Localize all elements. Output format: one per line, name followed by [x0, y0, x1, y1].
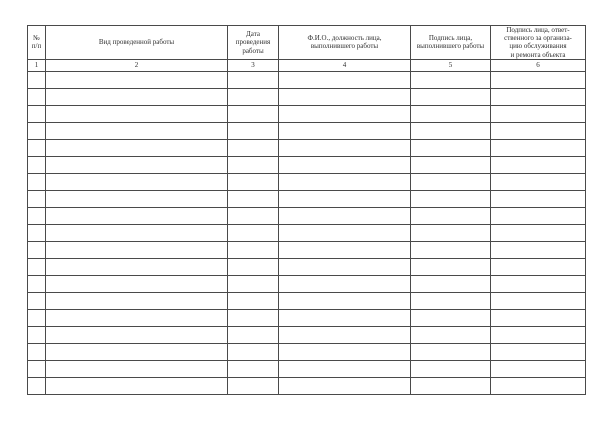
empty-row: [28, 105, 586, 122]
header-line: Подпись лица, ответ-: [506, 26, 570, 34]
header-responsible-signature: [491, 26, 586, 60]
header-work-type: [46, 26, 228, 60]
empty-cell: [411, 224, 491, 241]
empty-cell: [228, 88, 279, 105]
empty-cell: [28, 173, 46, 190]
header-line: №: [33, 34, 40, 43]
empty-cell: [28, 207, 46, 224]
empty-cell: [491, 122, 586, 139]
empty-cell: [228, 326, 279, 343]
empty-row: [28, 122, 586, 139]
empty-cell: [411, 156, 491, 173]
empty-cell: [46, 190, 228, 207]
empty-cell: [411, 207, 491, 224]
empty-cell: [228, 173, 279, 190]
empty-cell: [411, 343, 491, 360]
empty-cell: [228, 190, 279, 207]
column-number: 3: [228, 59, 279, 71]
empty-cell: [228, 224, 279, 241]
empty-row: [28, 156, 586, 173]
header-row: [28, 26, 586, 60]
empty-cell: [279, 139, 411, 156]
header-line: Подпись лица,: [428, 34, 473, 43]
empty-cell: [279, 360, 411, 377]
table-body: [28, 71, 586, 394]
empty-cell: [46, 139, 228, 156]
empty-cell: [411, 326, 491, 343]
empty-cell: [411, 122, 491, 139]
empty-cell: [491, 377, 586, 394]
header-line: Ф.И.О., должность лица,: [307, 34, 382, 43]
empty-cell: [228, 122, 279, 139]
empty-cell: [491, 88, 586, 105]
empty-cell: [491, 173, 586, 190]
empty-row: [28, 326, 586, 343]
empty-cell: [28, 224, 46, 241]
empty-cell: [28, 139, 46, 156]
empty-cell: [279, 258, 411, 275]
empty-cell: [411, 360, 491, 377]
empty-cell: [228, 377, 279, 394]
header-line: работы: [242, 46, 264, 55]
empty-cell: [279, 190, 411, 207]
empty-row: [28, 224, 586, 241]
empty-cell: [46, 156, 228, 173]
empty-cell: [46, 122, 228, 139]
empty-cell: [28, 190, 46, 207]
empty-row: [28, 309, 586, 326]
empty-cell: [411, 71, 491, 88]
empty-cell: [279, 241, 411, 258]
empty-cell: [28, 343, 46, 360]
empty-row: [28, 190, 586, 207]
empty-row: [28, 360, 586, 377]
empty-cell: [279, 326, 411, 343]
column-number: 5: [411, 59, 491, 71]
header-person-signature: [411, 26, 491, 60]
empty-cell: [411, 173, 491, 190]
empty-cell: [46, 241, 228, 258]
empty-cell: [228, 258, 279, 275]
empty-cell: [279, 105, 411, 122]
empty-cell: [279, 377, 411, 394]
empty-cell: [279, 309, 411, 326]
empty-cell: [46, 292, 228, 309]
empty-cell: [28, 88, 46, 105]
empty-cell: [46, 71, 228, 88]
empty-cell: [28, 122, 46, 139]
empty-row: [28, 275, 586, 292]
header-line: выполнившего работы: [416, 42, 485, 51]
empty-cell: [279, 122, 411, 139]
header-line: и ремонта объекта: [510, 50, 566, 59]
header-row-number: [28, 26, 46, 60]
empty-cell: [46, 360, 228, 377]
empty-cell: [228, 207, 279, 224]
empty-cell: [491, 309, 586, 326]
empty-cell: [28, 275, 46, 292]
empty-cell: [279, 71, 411, 88]
empty-cell: [228, 139, 279, 156]
header-work-date: [228, 26, 279, 60]
empty-cell: [279, 207, 411, 224]
empty-row: [28, 71, 586, 88]
empty-row: [28, 173, 586, 190]
empty-cell: [491, 326, 586, 343]
empty-cell: [491, 258, 586, 275]
empty-cell: [279, 343, 411, 360]
empty-cell: [491, 292, 586, 309]
empty-cell: [46, 275, 228, 292]
empty-cell: [28, 156, 46, 173]
empty-cell: [28, 377, 46, 394]
empty-cell: [228, 275, 279, 292]
empty-cell: [279, 292, 411, 309]
empty-cell: [279, 156, 411, 173]
empty-cell: [46, 377, 228, 394]
empty-cell: [46, 173, 228, 190]
empty-cell: [491, 105, 586, 122]
empty-cell: [491, 190, 586, 207]
empty-cell: [279, 275, 411, 292]
header-line: выполнившего работы: [310, 42, 379, 51]
empty-row: [28, 207, 586, 224]
empty-cell: [411, 139, 491, 156]
header-line: ственного за организа-: [504, 34, 572, 43]
empty-cell: [228, 156, 279, 173]
empty-cell: [28, 105, 46, 122]
empty-cell: [28, 71, 46, 88]
empty-cell: [228, 343, 279, 360]
header-line: Вид проведенной работы: [98, 38, 175, 47]
empty-cell: [28, 360, 46, 377]
empty-cell: [491, 139, 586, 156]
empty-cell: [491, 156, 586, 173]
empty-cell: [228, 71, 279, 88]
empty-cell: [491, 275, 586, 292]
empty-cell: [46, 88, 228, 105]
empty-cell: [46, 105, 228, 122]
empty-cell: [228, 105, 279, 122]
empty-cell: [46, 326, 228, 343]
column-number: 1: [28, 59, 46, 71]
empty-cell: [411, 88, 491, 105]
empty-cell: [28, 326, 46, 343]
empty-cell: [228, 241, 279, 258]
column-number: 2: [46, 59, 228, 71]
empty-row: [28, 292, 586, 309]
empty-row: [28, 241, 586, 258]
work-log-table: [27, 25, 586, 395]
empty-cell: [28, 241, 46, 258]
empty-cell: [491, 360, 586, 377]
empty-cell: [28, 309, 46, 326]
empty-cell: [28, 258, 46, 275]
empty-cell: [411, 377, 491, 394]
empty-cell: [279, 88, 411, 105]
header-line: проведения: [235, 38, 271, 47]
empty-cell: [46, 258, 228, 275]
empty-cell: [411, 190, 491, 207]
header-line: Дата: [246, 30, 260, 39]
empty-cell: [228, 292, 279, 309]
empty-cell: [279, 173, 411, 190]
empty-cell: [411, 241, 491, 258]
empty-cell: [491, 241, 586, 258]
empty-cell: [491, 71, 586, 88]
empty-cell: [46, 309, 228, 326]
empty-cell: [279, 224, 411, 241]
empty-row: [28, 377, 586, 394]
column-numbers-row: [28, 59, 586, 71]
empty-cell: [28, 292, 46, 309]
empty-cell: [411, 105, 491, 122]
empty-cell: [46, 343, 228, 360]
header-line: цию обслуживания: [509, 42, 567, 51]
header-line: п/п: [31, 42, 42, 51]
empty-cell: [491, 207, 586, 224]
empty-cell: [46, 224, 228, 241]
column-number: 6: [491, 59, 586, 71]
header-person-name: [279, 26, 411, 60]
empty-row: [28, 258, 586, 275]
empty-cell: [411, 258, 491, 275]
empty-row: [28, 139, 586, 156]
empty-cell: [228, 309, 279, 326]
empty-row: [28, 88, 586, 105]
column-number: 4: [279, 59, 411, 71]
empty-cell: [411, 275, 491, 292]
empty-row: [28, 343, 586, 360]
empty-cell: [411, 292, 491, 309]
empty-cell: [491, 343, 586, 360]
empty-cell: [411, 309, 491, 326]
empty-cell: [46, 207, 228, 224]
empty-cell: [228, 360, 279, 377]
empty-cell: [491, 224, 586, 241]
